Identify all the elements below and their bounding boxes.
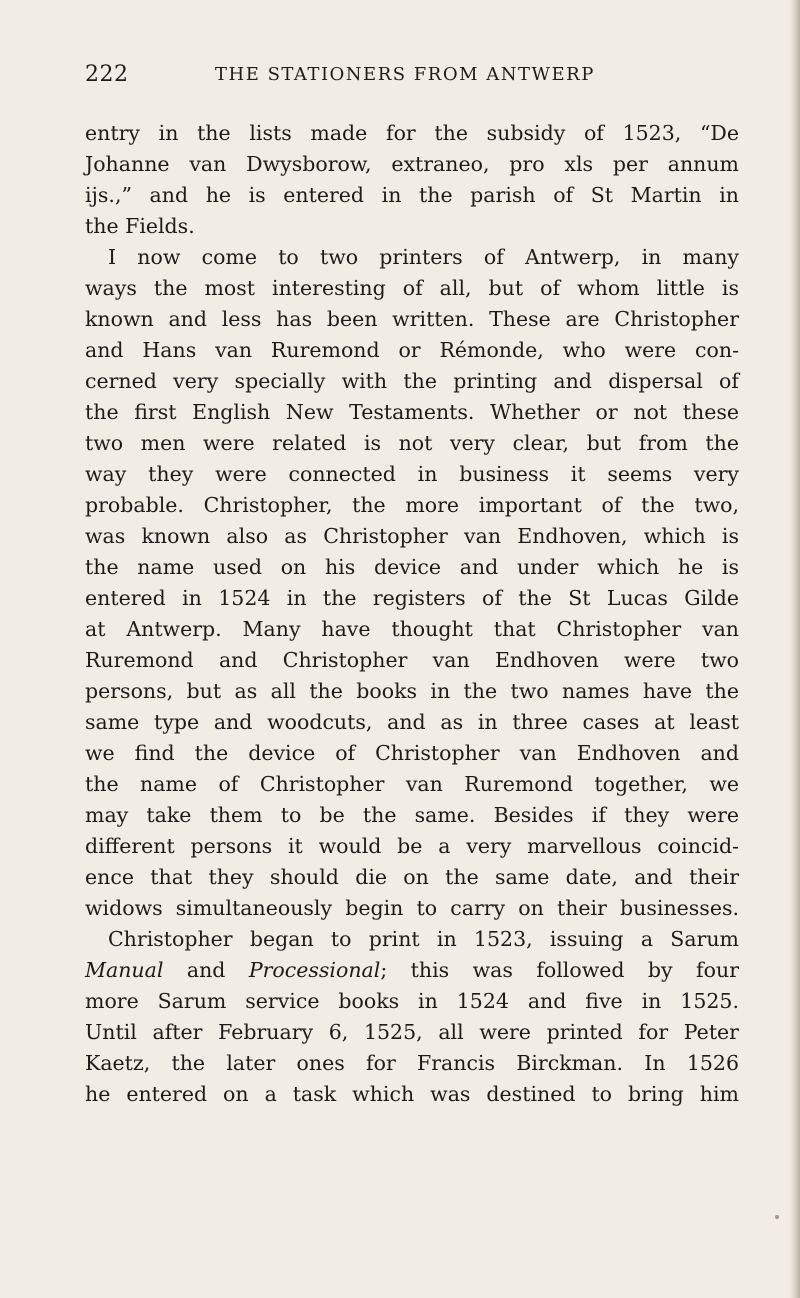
text-line: entered in 1524 in the registers of the St Lucas Gilde — [85, 586, 739, 610]
text-line: two men were related is not very clear, but from the — [85, 431, 739, 455]
text-line: Until after February 6, 1525, all were printed for Peter — [85, 1020, 739, 1044]
text-line: entry in the lists made for the subsidy of 1523, “De — [85, 121, 739, 145]
conjunction: and — [186, 958, 226, 982]
line-remainder: this was followed by four — [410, 958, 739, 982]
text-line: Ruremond and Christopher van Endhoven were two — [85, 648, 739, 672]
text-line: Kaetz, the later ones for Francis Birckman. In 1526 — [85, 1051, 739, 1075]
text-line: the Fields. — [85, 214, 195, 238]
italic-title: Manual — [85, 958, 164, 982]
text-line: may take them to be the same. Besides if they were — [85, 803, 739, 827]
text-line: persons, but as all the books in the two names have the — [85, 679, 739, 703]
text-line: ijs.,” and he is entered in the parish of St Martin in — [85, 183, 739, 207]
text-line: was known also as Christopher van Endhoven, which is — [85, 524, 739, 548]
page-edge-shadow — [790, 0, 800, 1298]
text-line: at Antwerp. Many have thought that Christopher van — [85, 617, 739, 641]
text-line: probable. Christopher, the more important of the two, — [85, 493, 739, 517]
text-line: the name of Christopher van Ruremond together, we — [85, 772, 739, 796]
text-line: same type and woodcuts, and as in three cases at least — [85, 710, 739, 734]
page-header — [85, 62, 775, 96]
italic-title: Processional — [248, 958, 381, 982]
text-line: we find the device of Christopher van Endhoven and — [85, 741, 739, 765]
running-title: THE STATIONERS FROM ANTWERP — [215, 64, 595, 85]
text-line: Johanne van Dwysborow, extraneo, pro xls per annum — [85, 152, 739, 176]
paragraph-start-line: Christopher began to print in 1523, issuing a Sarum — [108, 927, 739, 951]
text-line: widows simultaneously begin to carry on their businesses. — [85, 896, 739, 920]
text-line: known and less has been written. These are Christopher — [85, 307, 739, 331]
text-line: more Sarum service books in 1524 and five in 1525. — [85, 989, 739, 1013]
text-line: and Hans van Ruremond or Rémonde, who were con- — [85, 338, 739, 362]
text-line: the name used on his device and under which he is — [85, 555, 739, 579]
text-line: way they were connected in business it seems very — [85, 462, 739, 486]
text-line: the first English New Testaments. Whether or not these — [85, 400, 739, 424]
paragraph-start-line: I now come to two printers of Antwerp, in many — [108, 245, 739, 269]
text-line: ways the most interesting of all, but of whom little is — [85, 276, 739, 300]
page-speck-mark — [775, 1215, 779, 1219]
text-line: ence that they should die on the same date, and their — [85, 865, 739, 889]
text-line: different persons it would be a very marvellous coincid- — [85, 834, 739, 858]
page-number: 222 — [85, 62, 129, 87]
semicolon: ; — [380, 958, 388, 982]
text-line: he entered on a task which was destined to bring him — [85, 1082, 739, 1106]
text-line-mixed — [85, 953, 739, 987]
text-line: cerned very specially with the printing and dispersal of — [85, 369, 739, 393]
